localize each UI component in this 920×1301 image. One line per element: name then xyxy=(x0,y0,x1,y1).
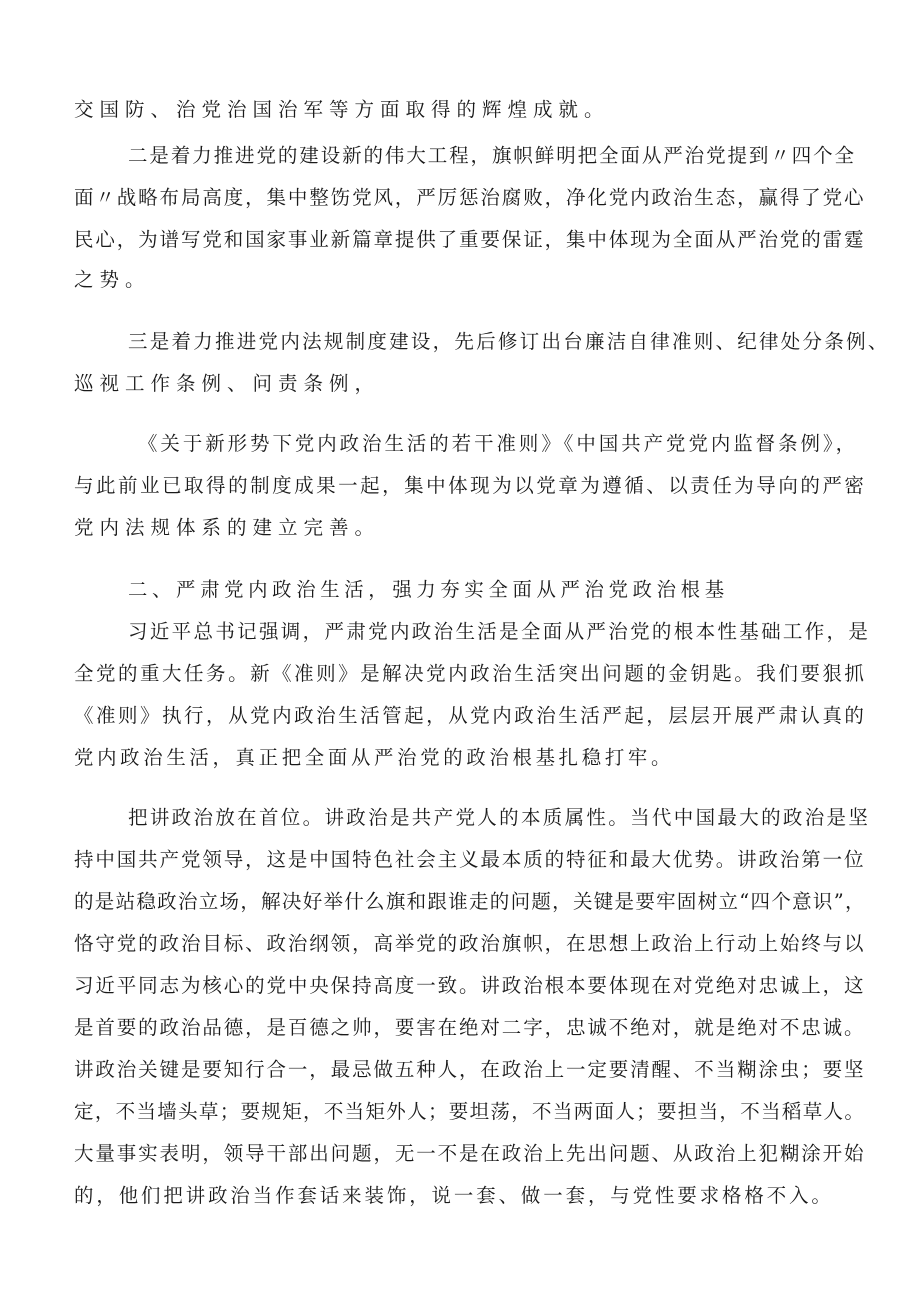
text-line: 党内政治生活，真正把全面从严治党的政治根基扎稳打牢。 xyxy=(74,746,675,769)
text-line: 《关于新形势下党内政治生活的若干准则》《中国共产党党内监督条例》， xyxy=(138,432,858,455)
text-line: 民心，为谱写党和国家事业新篇章提供了重要保证，集中体现为全面从严治党的雷霆 xyxy=(74,228,866,251)
text-line: 的，他们把讲政治当作套话来装饰，说一套、做一套，与党性要求格格不入。 xyxy=(74,1184,834,1207)
text-line: 面〃战略布局高度，集中整饬党风，严厉惩治腐败，净化党内政治生态，赢得了党心 xyxy=(74,186,866,209)
text-line: 习近平总书记强调，严肃党内政治生活是全面从严治党的根本性基础工作，是 xyxy=(128,620,871,643)
text-line: 党内法规体系的建立完善。 xyxy=(74,516,381,539)
text-line: 是首要的政治品德，是百德之帅，要害在绝对二字，忠诚不绝对，就是绝对不忠诚。 xyxy=(74,1016,866,1039)
text-line: 把讲政治放在首位。讲政治是共产党人的本质属性。当代中国最大的政治是坚 xyxy=(128,806,871,829)
text-line: 交国防、治党治国治军等方面取得的辉煌成就。 xyxy=(74,98,610,121)
text-line: 三是着力推进党内法规制度建设，先后修订出台廉洁自律准则、纪律处分条例、 xyxy=(128,330,890,353)
text-line: 恪守党的政治目标、政治纲领，高举党的政治旗帜，在思想上政治上行动上始终与以 xyxy=(74,932,866,955)
text-line: 讲政治关键是要知行合一，最忌做五种人，在政治上一定要清醒、不当糊涂虫；要坚 xyxy=(74,1058,866,1081)
section-heading: 二、严肃党内政治生活，强力夯实全面从严治党政治根基 xyxy=(128,578,729,601)
text-line: 全党的重大任务。新《准则》是解决党内政治生活突出问题的金钥匙。我们要狠抓 xyxy=(74,662,867,685)
text-line: 习近平同志为核心的党中央保持高度一致。讲政治根本要体现在对党绝对忠诚上，这 xyxy=(74,974,866,997)
text-line: 二是着力推进党的建设新的伟大工程，旗帜鲜明把全面从严治党提到〃四个全 xyxy=(128,144,856,167)
text-line: 大量事实表明，领导干部出问题，无一不是在政治上先出问题、从政治上犯糊涂开始 xyxy=(74,1142,866,1165)
text-line: 巡视工作条例、问责条例， xyxy=(74,372,381,395)
text-line: 持中国共产党领导，这是中国特色社会主义最本质的特征和最大优势。讲政治第一位 xyxy=(74,848,866,871)
text-line: 之势。 xyxy=(74,268,151,291)
text-line: 的是站稳政治立场，解决好举什么旗和跟谁走的问题，关键是要牢固树立“四个意识”， xyxy=(74,890,866,913)
text-line: 与此前业已取得的制度成果一起，集中体现为以党章为遵循、以责任为导向的严密 xyxy=(74,474,867,497)
text-line: 定，不当墙头草；要规矩，不当矩外人；要坦荡，不当两面人；要担当，不当稻草人。 xyxy=(74,1100,866,1123)
text-line: 《准则》执行，从党内政治生活管起，从党内政治生活严起，层层开展严肃认真的 xyxy=(74,704,867,727)
